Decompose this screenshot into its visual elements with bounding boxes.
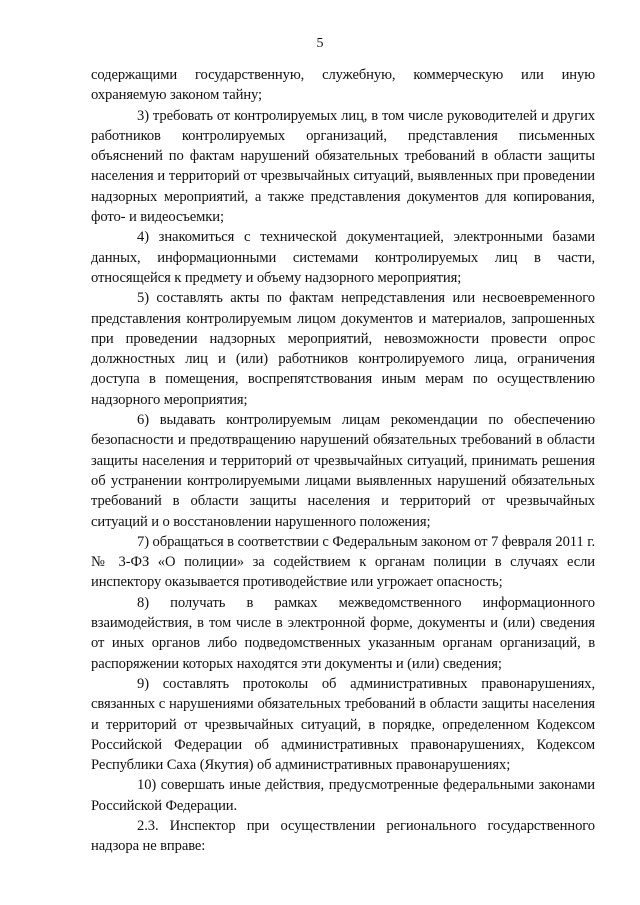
paragraph-continuation: содержащими государственную, служебную, коммерческую или иную охраняемую законом тайну; bbox=[91, 67, 595, 104]
section-2-3-heading: 2.3. Инспектор при осуществлении регионального государственного надзора не вправе: bbox=[91, 817, 595, 855]
document-body bbox=[91, 65, 595, 857]
paragraph-item-7: 7) обращаться в соответствии с Федеральным законом от 7 февраля 2011 г. № 3-ФЗ «О полиции» за содействием к органам полиции в случаях если инспектору оказывается противодействие или угрожает опасность; bbox=[91, 533, 595, 591]
paragraph-item-5: 5) составлять акты по фактам непредставления или несвоевременного представления контролируемым лицом документов и материалов, запрошенных при проведении надзорных мероприятий, невозможности провести опрос должностных лиц и (или) работников контролируемого лица, ограничения доступа в помещения, воспрепятствования иным мерам по осуществлению надзорного мероприятия; bbox=[91, 290, 595, 408]
paragraph-item-3: 3) требовать от контролируемых лиц, в том числе руководителей и других работников контролируемых организаций, представления письменных объяснений по фактам нарушений обязательных требований в области защиты населения и территорий от чрезвычайных ситуаций, выявленных при проведении надзорных мероприятий, а также представления документов для копирования, фото- и видеосъемки; bbox=[91, 107, 595, 226]
paragraph-item-6: 6) выдавать контролируемым лицам рекомендации по обеспечению безопасности и предотвращению нарушений обязательных требований в области защиты населения и территорий от чрезвычайных ситуаций, принимать решения об устранении контролируемыми лицами выявленных нарушений обязательных требований в области защиты населения и территорий от чрезвычайных ситуаций и о восстановлении нарушенного положения; bbox=[91, 412, 595, 530]
paragraph-item-10: 10) совершать иные действия, предусмотренные федеральными законами Российской Федерации. bbox=[91, 777, 595, 814]
page-number: 5 bbox=[316, 36, 324, 51]
paragraph-item-4: 4) знакомиться с технической документацией, электронными базами данных, информационными системами контролируемых лиц в части, относящейся к предмету и объему надзорного мероприятия; bbox=[91, 229, 595, 286]
paragraph-item-8: 8) получать в рамках межведомственного информационного взаимодействия, в том числе в электронной форме, документы и (или) сведения от иных органов либо подведомственных указанным органам организаций, в распоряжении которых находятся эти документы и (или) сведения; bbox=[91, 594, 595, 672]
paragraph-item-9: 9) составлять протоколы об административных правонарушениях, связанных с нарушениями обязательных требований в области защиты населения и территорий от чрезвычайных ситуаций, в порядке, определенном Кодексом Российской Федерации об административных правонарушениях, Кодексом Республики Саха (Якутия) об административных правонарушениях; bbox=[91, 675, 595, 774]
